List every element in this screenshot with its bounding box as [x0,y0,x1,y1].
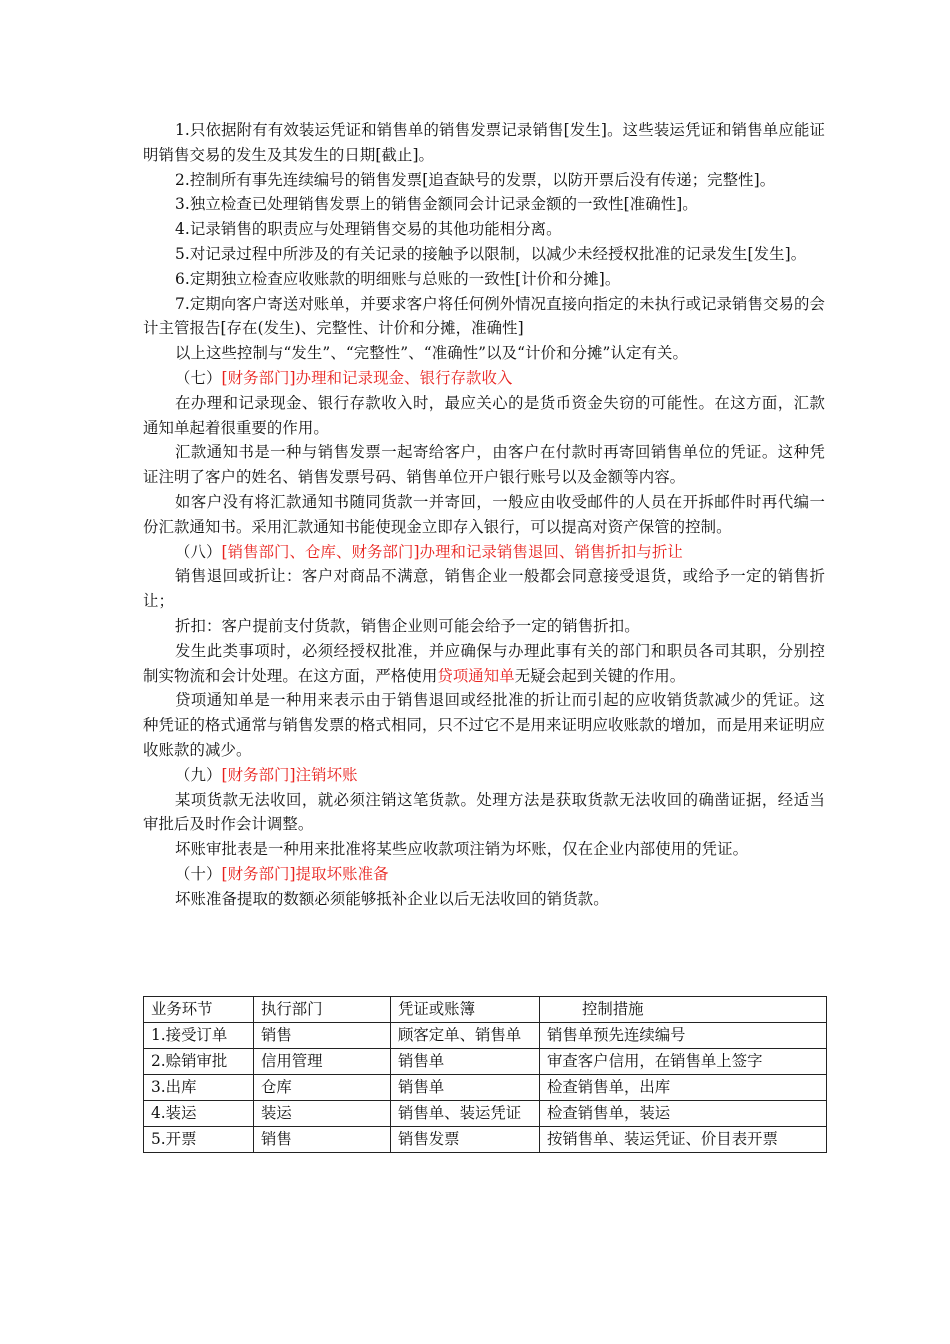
paragraph: 如客户没有将汇款通知书随同货款一并寄回，一般应由收受邮件的人员在开拆邮件时再代编一份汇款通知书。采用汇款通知书能使现金立即存入银行，可以提高对资产保管的控制。 [143,492,825,536]
section-title: [销售部门、仓库、财务部门]办理和记录销售退回、销售折扣与折让 [221,542,683,561]
table-row [144,1127,827,1153]
table-cell: 检查销售单，装运 [540,1101,827,1127]
section-number: （九） [175,765,222,784]
table-cell: 4.装运 [144,1101,254,1127]
table-cell: 按销售单、装运凭证、价目表开票 [540,1127,827,1153]
table-cell: 2.赊销审批 [144,1049,254,1075]
section-number: （十） [175,864,222,883]
document-body [143,118,825,912]
section-heading-10 [143,862,825,887]
section-heading-7 [143,366,825,391]
table-header-row [144,997,827,1023]
table-cell: 5.开票 [144,1127,254,1153]
table-cell: 装运 [254,1101,391,1127]
section-title: [财务部门]提取坏账准备 [221,864,389,883]
table-cell: 3.出库 [144,1075,254,1101]
highlighted-term: 贷项通知单 [437,666,515,685]
paragraph: 3.独立检查已处理销售发票上的销售金额同会计记录金额的一致性[准确性]。 [175,195,698,214]
control-table [143,996,827,1153]
paragraph: 贷项通知单是一种用来表示由于销售退回或经批准的折让而引起的应收销货款减少的凭证。这种凭证的格式通常与销售发票的格式相同，只不过它不是用来证明应收账款的增加，而是用来证明应收账款的减少。 [143,691,825,759]
paragraph: 在办理和记录现金、银行存款收入时，最应关心的是货币资金失窃的可能性。在这方面，汇款通知单起着很重要的作用。 [143,393,825,437]
paragraph: 6.定期独立检查应收账款的明细账与总账的一致性[计价和分摊]。 [175,269,621,288]
paragraph: 折扣：客户提前支付货款，销售企业则可能会给予一定的销售折扣。 [175,616,640,635]
paragraph: 5.对记录过程中所涉及的有关记录的接触予以限制，以减少未经授权批准的记录发生[发生]。 [175,244,807,263]
table-header-cell: 执行部门 [254,997,391,1023]
paragraph: 销售退回或折让：客户对商品不满意，销售企业一般都会同意接受退货，或给予一定的销售折让； [143,567,825,611]
section-title: [财务部门]注销坏账 [221,765,358,784]
table-row [144,1023,827,1049]
table-header-cell: 凭证或账簿 [391,997,540,1023]
table-cell: 销售 [254,1127,391,1153]
table-cell: 销售单、装运凭证 [391,1101,540,1127]
table-cell: 仓库 [254,1075,391,1101]
table-row [144,1101,827,1127]
table-header-cell: 控制措施 [540,997,827,1023]
text-run: 发生此类事项时，必须经授权批准，并应确保与办理此事有关的部门和职员各司其职，分别控制实物流和会计处理。在这方面，严格使用 [143,641,825,685]
paragraph: 汇款通知书是一种与销售发票一起寄给客户，由客户在付款时再寄回销售单位的凭证。这种凭证注明了客户的姓名、销售发票号码、销售单位开户银行账号以及金额等内容。 [143,443,825,487]
section-number: （八） [175,542,222,561]
table-row [144,1049,827,1075]
section-number: （七） [175,368,222,387]
section-title: [财务部门]办理和记录现金、银行存款收入 [221,368,513,387]
table-row [144,1075,827,1101]
paragraph: 坏账审批表是一种用来批准将某些应收款项注销为坏账，仅在企业内部使用的凭证。 [175,840,749,859]
table-cell: 检查销售单，出库 [540,1075,827,1101]
section-heading-9 [143,763,825,788]
text-run: 无疑会起到关键的作用。 [514,666,686,685]
table-header-cell: 业务环节 [144,997,254,1023]
table-cell: 1.接受订单 [144,1023,254,1049]
paragraph [143,639,825,689]
table-cell: 销售单 [391,1049,540,1075]
table-cell: 审查客户信用，在销售单上签字 [540,1049,827,1075]
paragraph: 4.记录销售的职责应与处理销售交易的其他功能相分离。 [175,220,562,239]
table-cell: 顾客定单、销售单 [391,1023,540,1049]
paragraph: 7.定期向客户寄送对账单，并要求客户将任何例外情况直接向指定的未执行或记录销售交易的会计主管报告[存在(发生)、完整性、计价和分摊，准确性] [143,294,826,338]
paragraph: 坏账准备提取的数额必须能够抵补企业以后无法收回的销货款。 [175,889,609,908]
paragraph: 某项货款无法收回，就必须注销这笔货款。处理方法是获取货款无法收回的确凿证据，经适当审批后及时作会计调整。 [143,790,825,834]
section-heading-8 [143,540,825,565]
paragraph: 1.只依据附有有效装运凭证和销售单的销售发票记录销售[发生]。这些装运凭证和销售单应能证明销售交易的发生及其发生的日期[截止]。 [143,121,825,164]
paragraph: 以上这些控制与“发生”、“完整性”、“准确性”以及“计价和分摊”认定有关。 [175,344,688,363]
table-cell: 销售单 [391,1075,540,1101]
table-cell: 销售单预先连续编号 [540,1023,827,1049]
table-cell: 销售发票 [391,1127,540,1153]
table-cell: 销售 [254,1023,391,1049]
table-cell: 信用管理 [254,1049,391,1075]
paragraph: 2.控制所有事先连续编号的销售发票[追查缺号的发票，以防开票后没有传递；完整性]。 [175,170,776,189]
